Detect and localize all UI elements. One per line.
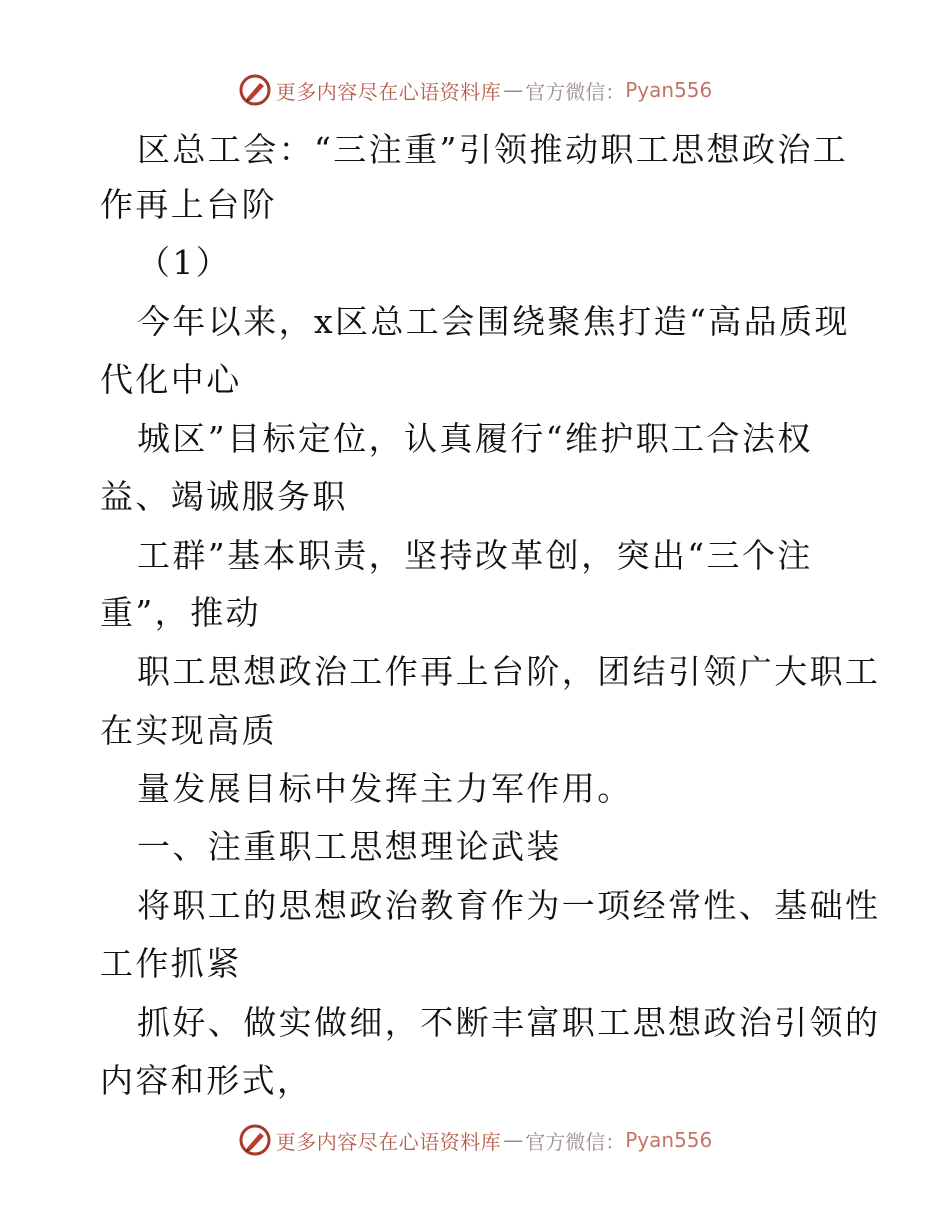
banner-separator: — [503,78,524,102]
banner-text: 更多内容尽在心语资料库 [275,1129,502,1154]
paragraph-line: 重”，推动 [100,593,261,632]
document-title-line-1: 区总工会：“三注重”引领推动职工思想政治工 [137,130,849,169]
paragraph-line: 工作抓紧 [100,944,242,983]
paragraph-line: 量发展目标中发挥主力军作用。 [137,769,633,808]
banner-wechat-label: 官方微信： [525,1129,626,1154]
document-title-line-2: 作再上台阶 [100,185,277,224]
banner-wechat-id: Pyan556 [625,78,713,102]
paragraph-line: 内容和形式， [100,1061,313,1100]
banner-wechat-label: 官方微信： [525,79,626,104]
banner-text: 更多内容尽在心语资料库 [275,79,502,104]
footer-watermark-banner [0,1120,950,1160]
banner-separator: — [503,1128,524,1152]
banner-wechat-id: Pyan556 [625,1128,713,1152]
paragraph-line: 工群”基本职责，坚持改革创，突出“三个注 [137,536,813,575]
paragraph-line: 抓好、做实做细，不断丰富职工思想政治引领的 [137,1003,881,1042]
paragraph-line: 城区”目标定位，认真履行“维护职工合法权 [137,419,813,458]
paragraph-line: 今年以来，x区总工会围绕聚焦打造“高品质现 [137,302,850,341]
paragraph-line: 将职工的思想政治教育作为一项经常性、基础性 [137,886,881,925]
paragraph-line: 益、竭诚服务职 [100,477,348,516]
section-heading: 一、注重职工思想理论武装 [137,827,562,866]
paragraph-line: 代化中心 [100,360,242,399]
paragraph-line: 职工思想政治工作再上台阶，团结引领广大职工 [137,652,881,691]
pen-logo-icon [238,1123,272,1157]
part-number: （1） [137,243,232,282]
paragraph-line: 在实现高质 [100,711,277,750]
